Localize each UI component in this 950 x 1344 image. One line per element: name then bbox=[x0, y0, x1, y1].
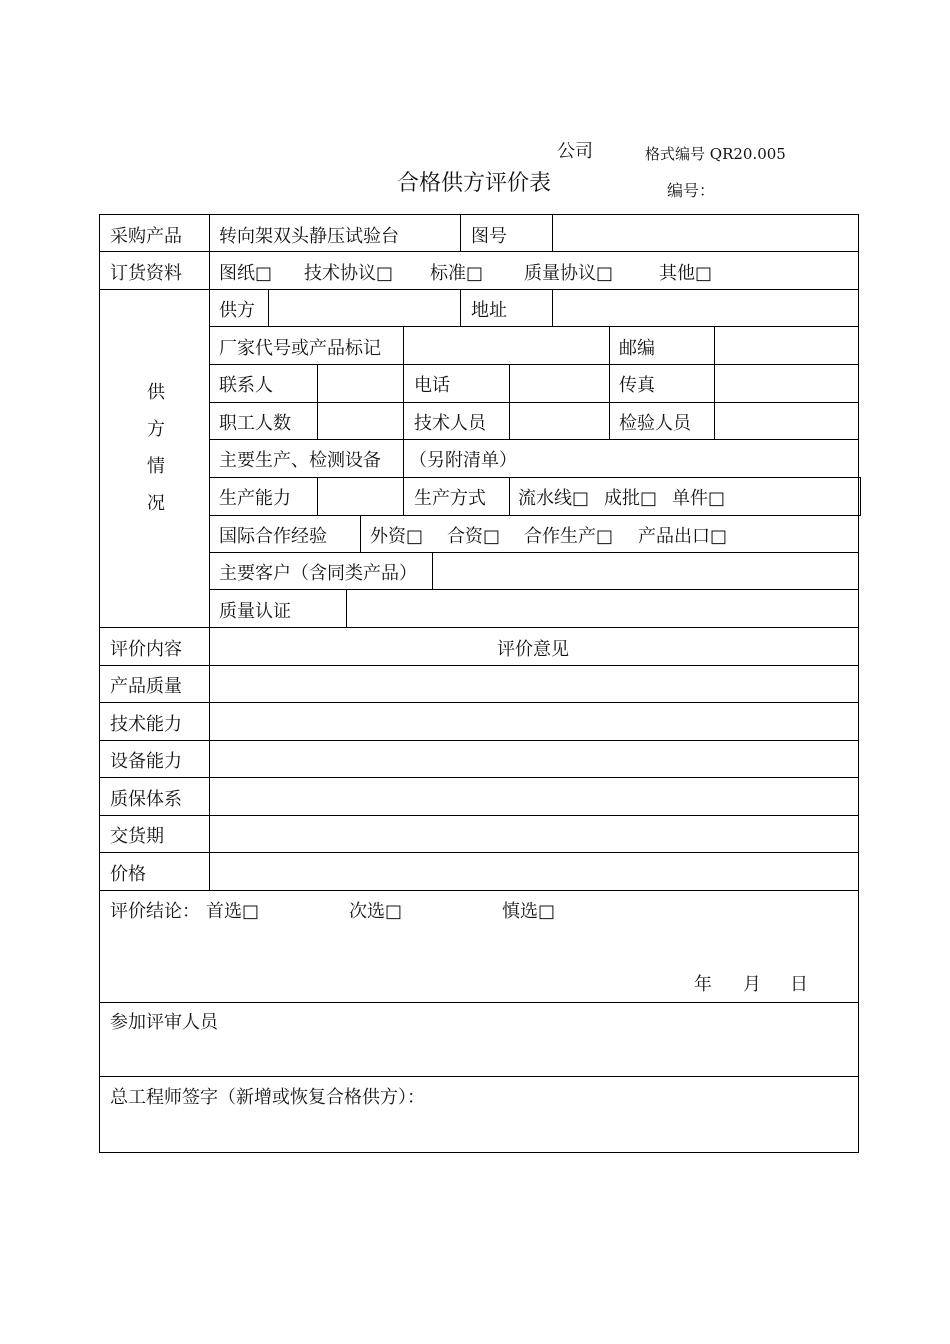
page-title: 合格供方评价表 bbox=[397, 171, 552, 196]
checkbox-foreign-owned[interactable]: 外资□ bbox=[370, 526, 424, 547]
fax-label: 传真 bbox=[619, 375, 655, 396]
checkbox-standard[interactable]: 标准□ bbox=[430, 263, 484, 284]
checkbox-first-choice[interactable]: 首选□ bbox=[206, 901, 260, 922]
staff-count-label: 职工人数 bbox=[219, 413, 291, 434]
column-divider bbox=[268, 289, 269, 326]
checkbox-single-piece[interactable]: 单件□ bbox=[672, 488, 726, 509]
row-divider bbox=[209, 439, 859, 440]
date-month-label: 月 bbox=[743, 974, 761, 995]
eval-opinion-header: 评价意见 bbox=[497, 639, 569, 660]
row-divider bbox=[99, 777, 859, 778]
conclusion-label: 评价结论： bbox=[110, 901, 200, 922]
format-code: 格式编号 QR20.005 bbox=[645, 145, 786, 163]
checkbox-drawing[interactable]: 图纸□ bbox=[219, 263, 273, 284]
contact-label: 联系人 bbox=[219, 375, 273, 396]
column-divider bbox=[509, 477, 510, 515]
product-value: 转向架双头静压试验台 bbox=[219, 226, 399, 247]
column-divider bbox=[552, 214, 553, 251]
column-divider bbox=[403, 364, 404, 439]
row-divider bbox=[99, 815, 859, 816]
row-divider bbox=[209, 552, 859, 553]
row-divider bbox=[209, 326, 859, 327]
row-divider bbox=[99, 289, 859, 290]
column-divider bbox=[460, 289, 461, 326]
checkbox-second-choice[interactable]: 次选□ bbox=[349, 901, 403, 922]
checkbox-batch[interactable]: 成批□ bbox=[604, 488, 658, 509]
row-divider bbox=[209, 402, 859, 403]
eval-item-tech-capability: 技术能力 bbox=[110, 714, 182, 735]
date-year-label: 年 bbox=[694, 974, 712, 995]
column-divider bbox=[509, 364, 510, 439]
eval-item-quality-system: 质保体系 bbox=[110, 789, 182, 810]
column-divider bbox=[346, 589, 347, 627]
date-day-label: 日 bbox=[790, 974, 808, 995]
product-label: 采购产品 bbox=[110, 226, 182, 247]
column-divider bbox=[460, 214, 461, 251]
postcode-label: 邮编 bbox=[619, 338, 655, 359]
eval-item-price: 价格 bbox=[110, 864, 146, 885]
row-divider bbox=[209, 589, 859, 590]
equipment-note: （另附清单） bbox=[409, 450, 517, 471]
row-divider bbox=[99, 251, 859, 252]
row-divider bbox=[99, 627, 859, 628]
supplier-section-label: 供 方 情 况 bbox=[147, 382, 165, 514]
column-divider bbox=[317, 364, 318, 439]
row-divider bbox=[99, 665, 859, 666]
column-divider bbox=[552, 289, 553, 326]
row-divider bbox=[99, 740, 859, 741]
reviewers-label: 参加评审人员 bbox=[110, 1012, 218, 1033]
supplier-label: 供方 bbox=[219, 300, 255, 321]
column-divider bbox=[403, 326, 404, 364]
eval-item-equipment-capability: 设备能力 bbox=[110, 751, 182, 772]
serial-number-label: 编号： bbox=[667, 181, 716, 200]
checkbox-cooperative-production[interactable]: 合作生产□ bbox=[524, 526, 614, 547]
quality-cert-label: 质量认证 bbox=[219, 601, 291, 622]
address-label: 地址 bbox=[471, 300, 507, 321]
intl-coop-label: 国际合作经验 bbox=[219, 526, 327, 547]
inspector-label: 检验人员 bbox=[619, 413, 691, 434]
column-divider bbox=[209, 214, 210, 890]
production-mode-label: 生产方式 bbox=[414, 488, 486, 509]
checkbox-quality-agreement[interactable]: 质量协议□ bbox=[524, 263, 614, 284]
row-divider bbox=[99, 702, 859, 703]
row-divider bbox=[209, 477, 861, 478]
column-divider bbox=[403, 477, 404, 515]
chief-engineer-signature-label: 总工程师签字（新增或恢复合格供方）： bbox=[110, 1087, 425, 1108]
eval-item-product-quality: 产品质量 bbox=[110, 676, 182, 697]
column-divider bbox=[609, 326, 610, 439]
checkbox-cautious-choice[interactable]: 慎选□ bbox=[502, 901, 556, 922]
capacity-label: 生产能力 bbox=[219, 488, 291, 509]
column-divider bbox=[432, 552, 433, 589]
drawing-label: 图号 bbox=[471, 226, 507, 247]
checkbox-joint-venture[interactable]: 合资□ bbox=[447, 526, 501, 547]
row-divider bbox=[209, 515, 861, 516]
column-divider bbox=[860, 477, 861, 515]
column-divider bbox=[403, 439, 404, 477]
tech-staff-label: 技术人员 bbox=[414, 413, 486, 434]
row-divider bbox=[99, 852, 859, 853]
equipment-label: 主要生产、检测设备 bbox=[219, 450, 381, 471]
row-divider bbox=[209, 364, 859, 365]
column-divider bbox=[360, 515, 361, 552]
checkbox-tech-agreement[interactable]: 技术协议□ bbox=[304, 263, 394, 284]
eval-content-header: 评价内容 bbox=[110, 639, 182, 660]
phone-label: 电话 bbox=[414, 375, 450, 396]
eval-item-delivery: 交货期 bbox=[110, 826, 164, 847]
checkbox-other[interactable]: 其他□ bbox=[659, 263, 713, 284]
company-label: 公司 bbox=[557, 141, 593, 162]
checkbox-product-export[interactable]: 产品出口□ bbox=[638, 526, 728, 547]
checkbox-assembly-line[interactable]: 流水线□ bbox=[518, 488, 590, 509]
column-divider bbox=[317, 477, 318, 515]
row-divider bbox=[99, 1076, 859, 1077]
column-divider bbox=[714, 326, 715, 439]
row-divider bbox=[99, 1002, 859, 1003]
main-clients-label: 主要客户（含同类产品） bbox=[219, 563, 417, 584]
order-docs-label: 订货资料 bbox=[110, 263, 182, 284]
row-divider bbox=[99, 890, 859, 891]
maker-code-label: 厂家代号或产品标记 bbox=[219, 338, 381, 359]
